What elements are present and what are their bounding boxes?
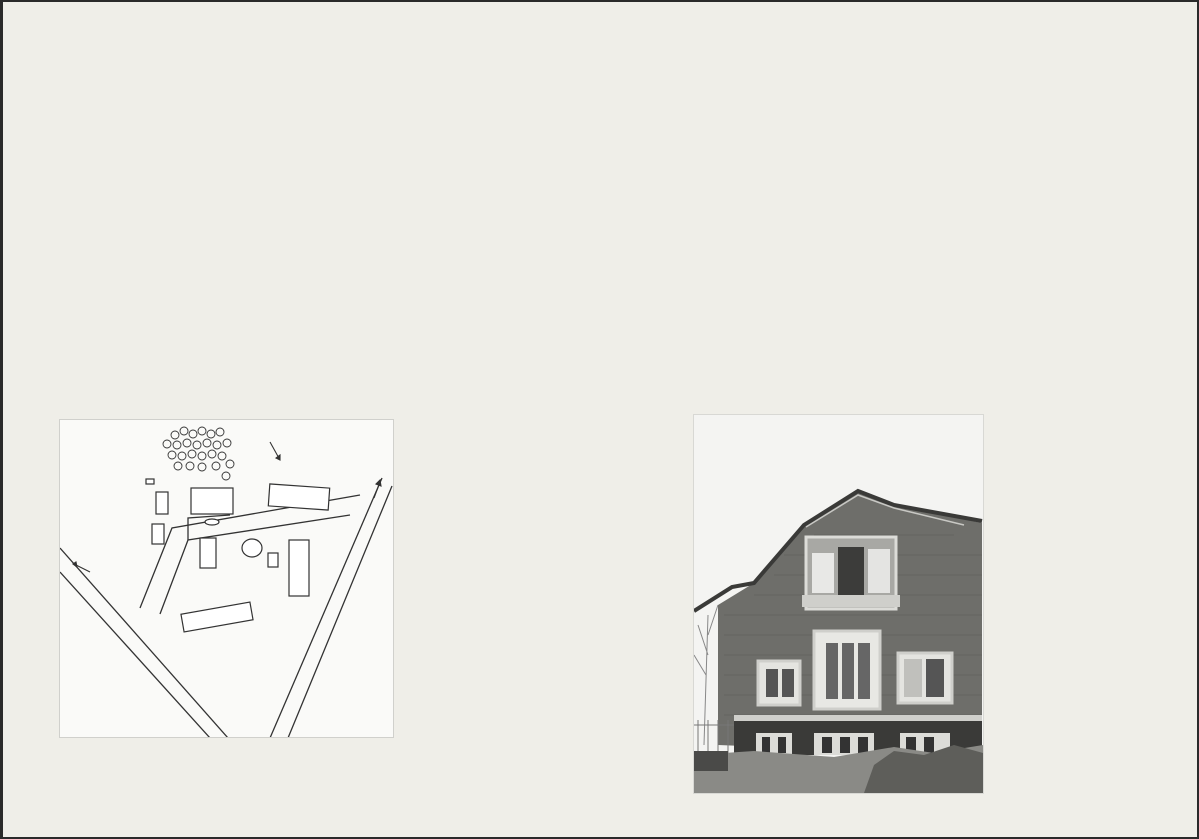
house-photo bbox=[693, 414, 984, 794]
house-photo-drawing bbox=[694, 415, 983, 793]
pond-7 bbox=[242, 539, 262, 557]
building-6a bbox=[156, 492, 168, 514]
gazon-9 bbox=[205, 519, 219, 525]
site-plan-drawing bbox=[60, 420, 393, 737]
park-trees bbox=[163, 427, 234, 480]
road-line bbox=[270, 478, 382, 737]
road-line bbox=[288, 486, 392, 737]
building-1-dwor bbox=[191, 488, 233, 514]
building-2-stajnia bbox=[200, 538, 216, 568]
building-5-obora bbox=[268, 484, 329, 510]
building-5b bbox=[181, 602, 253, 632]
building-6b bbox=[152, 524, 164, 544]
smietnik-8 bbox=[146, 479, 154, 484]
building-4-kuznia bbox=[268, 553, 278, 567]
site-plan-map bbox=[59, 419, 394, 738]
building-3-stodola bbox=[289, 540, 309, 596]
road-line bbox=[60, 548, 228, 737]
photo-caption bbox=[1032, 486, 1048, 571]
road-line bbox=[60, 572, 210, 737]
